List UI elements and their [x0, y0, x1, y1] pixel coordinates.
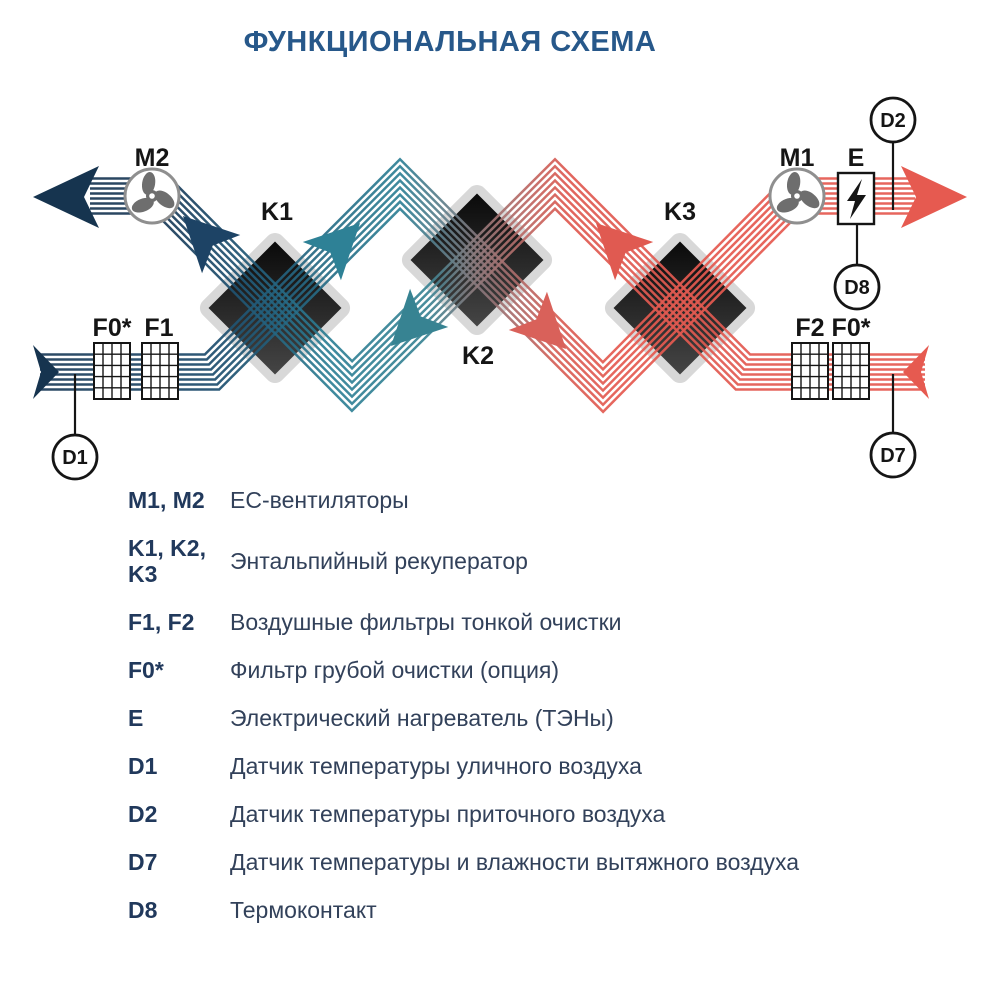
legend-key: E — [128, 705, 144, 731]
legend-desc: Электрический нагреватель (ТЭНы) — [230, 705, 614, 731]
legend-desc: Фильтр грубой очистки (опция) — [230, 657, 560, 683]
legend-key: F0* — [128, 657, 164, 683]
filter-f2 — [792, 343, 828, 399]
label-k3: K3 — [664, 198, 696, 226]
outdoor-air-inlet-arrow-icon — [33, 345, 59, 399]
fan-m1-icon — [770, 168, 825, 223]
filter-f0_right — [833, 343, 869, 399]
legend-row — [128, 753, 988, 779]
legend-row — [128, 535, 988, 587]
legend-row — [128, 897, 988, 923]
legend-desc: Воздушные фильтры тонкой очистки — [230, 609, 622, 635]
label-e: E — [847, 144, 865, 172]
legend-row — [128, 487, 988, 513]
legend-row — [128, 705, 988, 731]
legend-key: D2 — [128, 801, 158, 827]
legend-desc: Датчик температуры и влажности вытяжного воздуха — [230, 849, 800, 875]
sensor-d8-label: D8 — [844, 277, 870, 299]
legend-row — [128, 849, 988, 875]
label-m2: M2 — [134, 144, 170, 172]
exhaust-outlet-arrow-icon — [33, 166, 99, 228]
supply-outlet-arrow-icon — [901, 166, 967, 228]
label-f2: F2 — [795, 314, 825, 342]
sensor-d2-label: D2 — [880, 110, 906, 132]
sensor-d7-label: D7 — [880, 445, 906, 467]
legend — [128, 487, 988, 945]
label-k2: K2 — [462, 342, 494, 370]
label-f0_left: F0* — [92, 314, 132, 342]
page-title: ФУНКЦИОНАЛЬНАЯ СХЕМА — [243, 26, 657, 58]
legend-key: D8 — [128, 897, 158, 923]
legend-row — [128, 657, 988, 683]
electric-heater-box — [838, 173, 874, 224]
fan-m2-icon — [125, 168, 180, 223]
legend-desc: Термоконтакт — [230, 897, 377, 923]
legend-key: M1, M2 — [128, 487, 205, 513]
legend-desc: Датчик температуры приточного воздуха — [230, 801, 666, 827]
legend-row — [128, 801, 988, 827]
legend-key: K1, K2, K3 — [128, 535, 206, 587]
legend-row — [128, 609, 988, 635]
label-k1: K1 — [261, 198, 293, 226]
filter-f1 — [142, 343, 178, 399]
label-f1: F1 — [144, 314, 174, 342]
legend-key: D1 — [128, 753, 158, 779]
label-m1: M1 — [779, 144, 815, 172]
filter-f0_left — [94, 343, 130, 399]
sensor-d1-label: D1 — [62, 447, 88, 469]
sensor-d8 — [835, 224, 879, 309]
legend-desc: Энтальпийный рекуператор — [230, 548, 528, 574]
label-f0_right: F0* — [831, 314, 871, 342]
legend-desc: ЕС-вентиляторы — [230, 487, 409, 513]
legend-key: D7 — [128, 849, 158, 875]
legend-desc: Датчик температуры уличного воздуха — [230, 753, 642, 779]
room-air-inlet-arrow-icon — [903, 345, 929, 399]
legend-key: F1, F2 — [128, 609, 195, 635]
